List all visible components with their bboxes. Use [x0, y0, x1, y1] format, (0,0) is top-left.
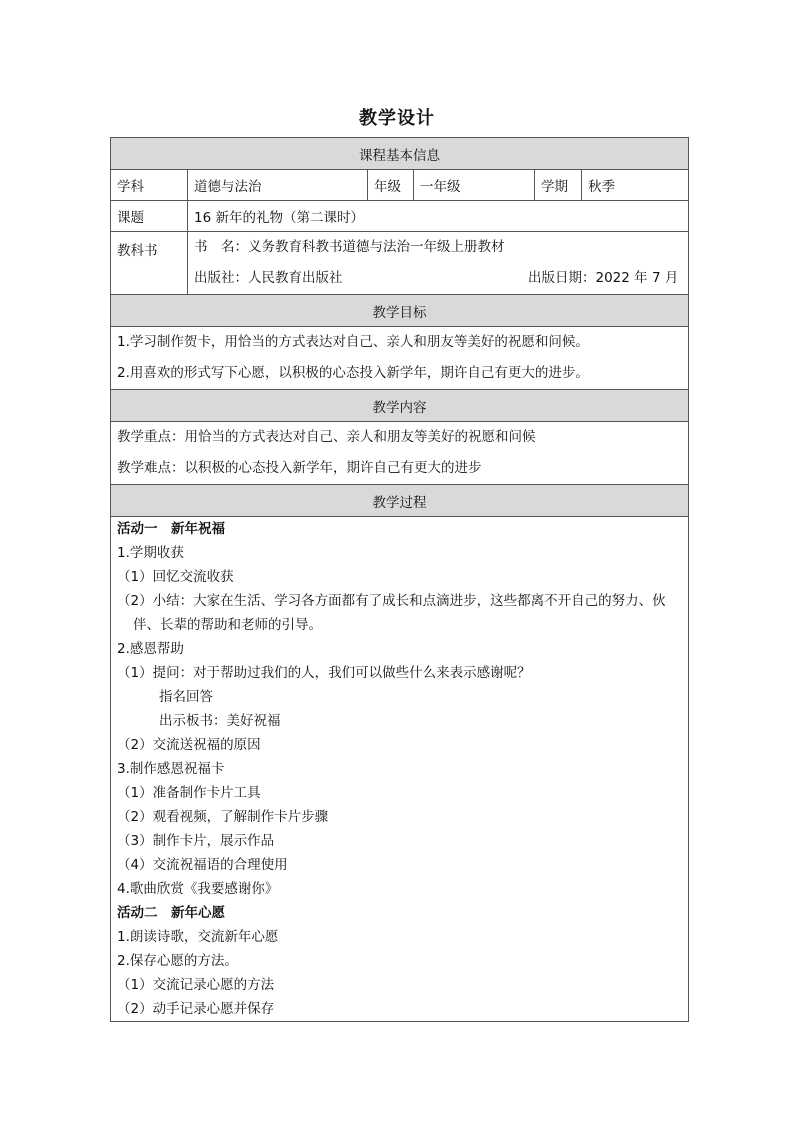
process-line: （2）小结：大家在生活、学习各方面都有了成长和点滴进步，这些都离不开自己的努力、伙: [117, 593, 666, 609]
textbook-label: 教科书: [111, 232, 188, 295]
process-line: 2.保存心愿的方法。: [117, 953, 238, 969]
difficult-point: 教学难点：以积极的心态投入新学年，期许自己有更大的进步: [117, 460, 482, 476]
process-line: 1.朗读诗歌，交流新年心愿: [117, 929, 279, 945]
activity-heading: 活动二 新年心愿: [117, 905, 225, 921]
process-line: （3）制作卡片，展示作品: [117, 833, 275, 849]
content-list: [111, 422, 689, 485]
process-line: （2）交流送祝福的原因: [117, 737, 261, 753]
key-point: 教学重点：用恰当的方式表达对自己、亲人和朋友等美好的祝愿和问候: [117, 429, 536, 445]
process-line: （1）提问：对于帮助过我们的人，我们可以做些什么来表示感谢呢？: [117, 665, 531, 681]
process-line: （1）准备制作卡片工具: [117, 785, 261, 801]
process-line: 出示板书：美好祝福: [159, 713, 281, 729]
process-line: 2.感恩帮助: [117, 641, 184, 657]
process-line: （4）交流祝福语的合理使用: [117, 857, 288, 873]
activity-heading: 活动一 新年祝福: [117, 521, 225, 537]
goal-item: 1.学习制作贺卡，用恰当的方式表达对自己、亲人和朋友等美好的祝愿和问候。: [117, 334, 589, 350]
goal-item: 2.用喜欢的形式写下心愿，以积极的心态投入新学年，期许自己有更大的进步。: [117, 365, 589, 381]
subject-value: 道德与法治: [188, 170, 368, 201]
section-header-goals: 教学目标: [111, 295, 689, 327]
publisher: 出版社：人民教育出版社: [194, 270, 343, 286]
process-list: [111, 517, 689, 1022]
goals-list: [111, 327, 689, 390]
topic-value: 16 新年的礼物（第二课时）: [188, 201, 689, 232]
process-line: 指名回答: [159, 689, 213, 705]
section-header-process: 教学过程: [111, 485, 689, 517]
process-line: 伴、长辈的帮助和老师的引导。: [133, 617, 322, 633]
textbook-info: [188, 232, 689, 295]
section-header-basic: 课程基本信息: [111, 138, 689, 170]
process-line: （2）观看视频，了解制作卡片步骤: [117, 809, 329, 825]
term-value: 秋季: [582, 170, 689, 201]
page-title: 教学设计: [359, 108, 435, 129]
book-name: 书 名：义务教育科教书道德与法治一年级上册教材: [194, 239, 505, 255]
topic-label: 课题: [111, 201, 188, 232]
process-line: 3.制作感恩祝福卡: [117, 761, 225, 777]
process-line: （1）回忆交流收获: [117, 569, 234, 585]
term-label: 学期: [535, 170, 582, 201]
lesson-plan-table: [110, 137, 689, 1022]
process-line: （1）交流记录心愿的方法: [117, 977, 275, 993]
process-line: 1.学期收获: [117, 545, 184, 561]
publish-date: 出版日期：2022 年 7 月: [528, 270, 679, 286]
grade-value: 一年级: [414, 170, 535, 201]
process-line: （2）动手记录心愿并保存: [117, 1001, 275, 1017]
grade-label: 年级: [368, 170, 414, 201]
section-header-content: 教学内容: [111, 390, 689, 422]
subject-label: 学科: [111, 170, 188, 201]
process-line: 4.歌曲欣赏《我要感谢你》: [117, 881, 279, 897]
